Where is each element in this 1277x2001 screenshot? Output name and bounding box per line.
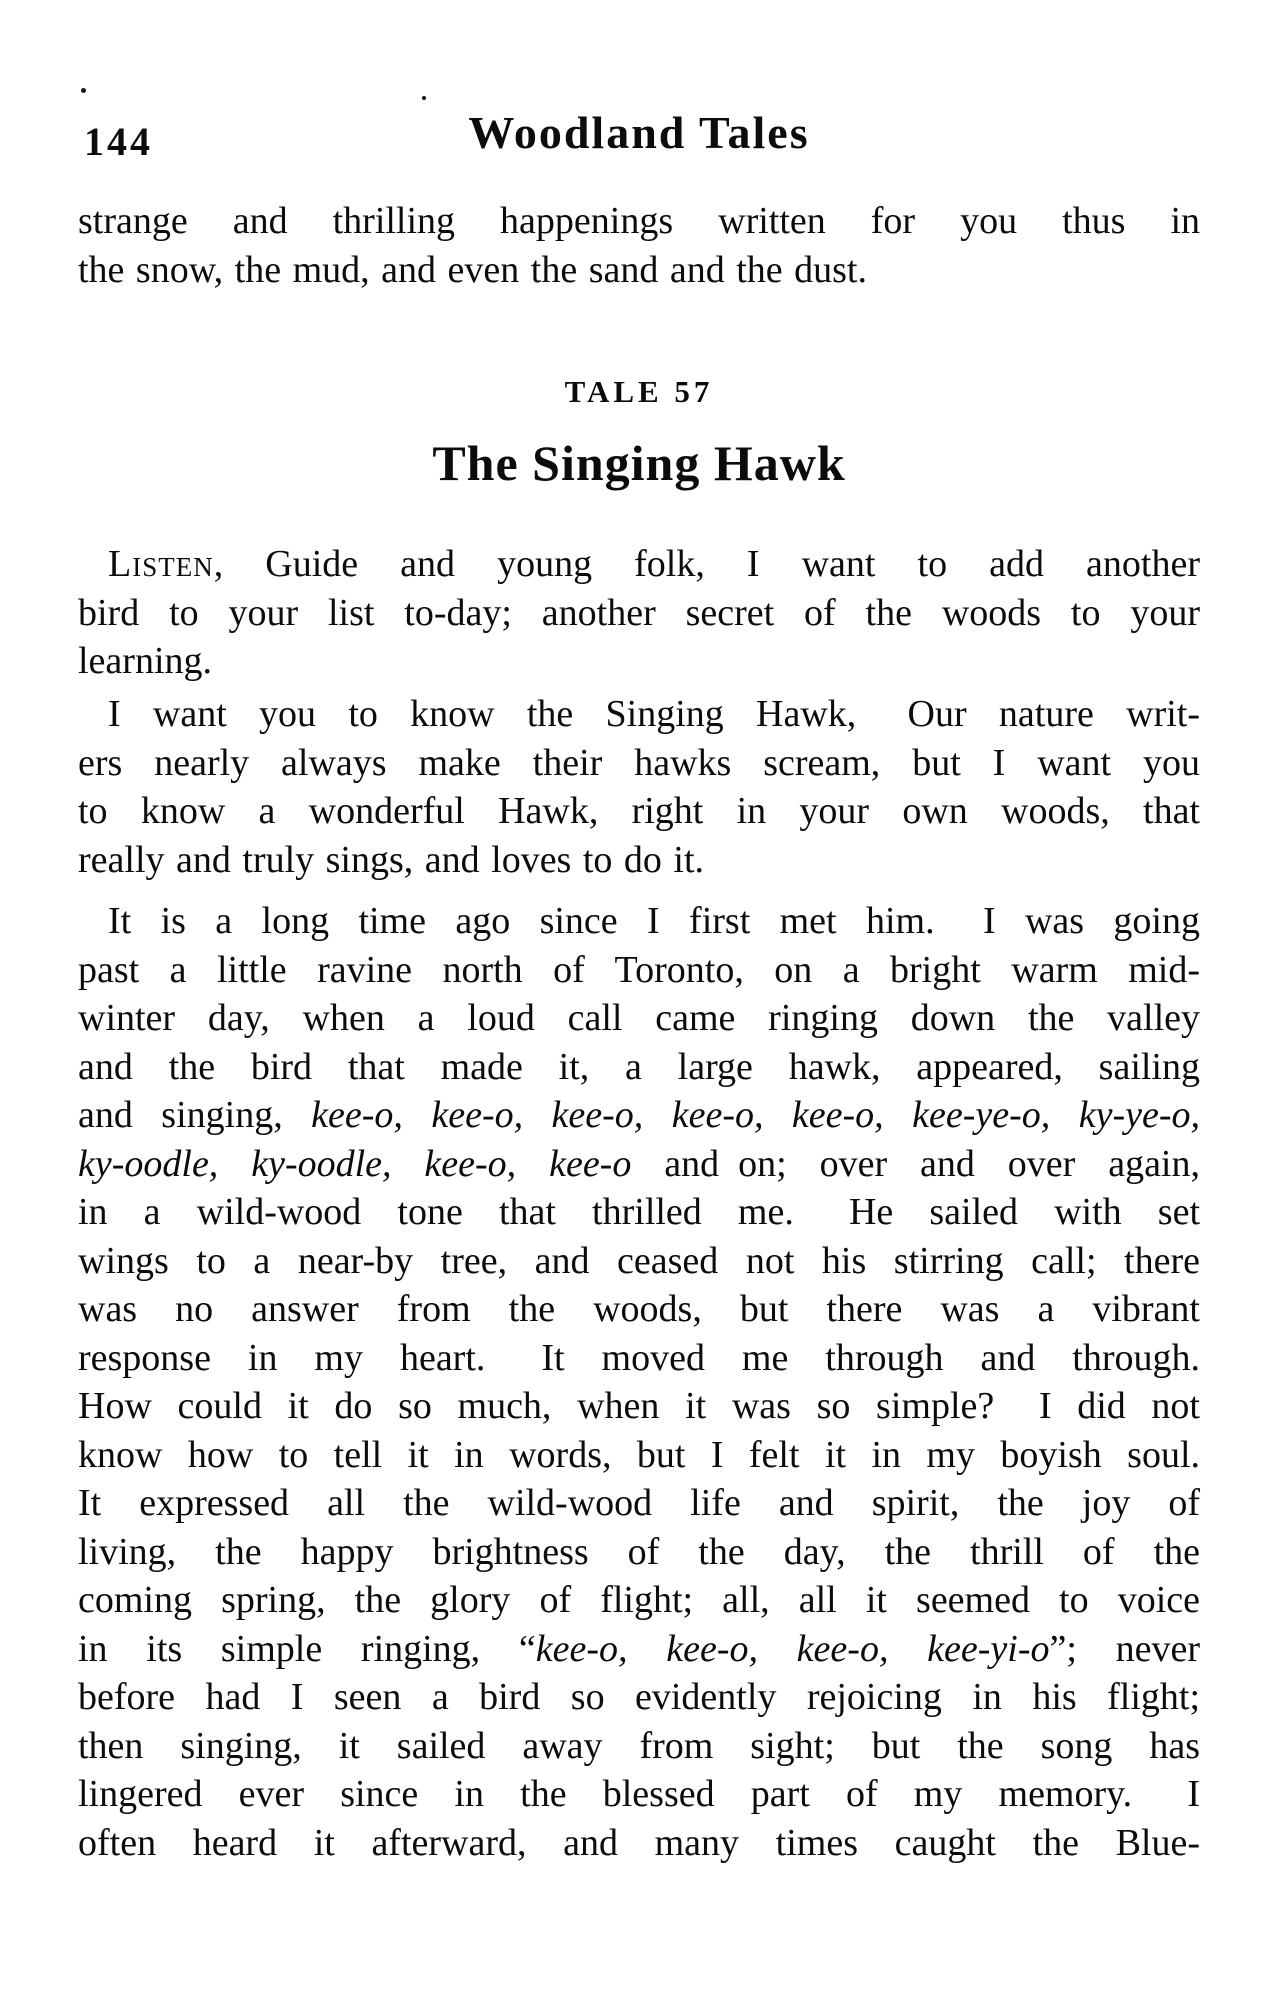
text-line xyxy=(78,994,1200,1043)
text-line xyxy=(78,1528,1200,1577)
text-line xyxy=(78,1431,1200,1480)
text-line xyxy=(78,637,1200,686)
body-text: coming spring, the glory of flight; all, all it seemed to voice xyxy=(78,1579,1200,1621)
text-line xyxy=(78,1043,1200,1092)
text-line xyxy=(78,897,1200,946)
body-text: wings to a near-by tree, and ceased not his stirring call; there xyxy=(78,1239,1200,1282)
text-line xyxy=(78,246,1200,295)
body-text: It expressed all the wild-wood life and spirit, the joy of xyxy=(78,1482,1200,1524)
text-line xyxy=(78,1625,1200,1674)
tale-title-heading: The Singing Hawk xyxy=(432,435,846,491)
paragraph-singing-hawk xyxy=(78,690,1200,884)
text-line xyxy=(78,1479,1200,1528)
body-text: response in my heart. It moved me through and through. xyxy=(78,1336,1200,1379)
italic-bird-call-text: ky-oodle, ky-oodle, kee-o, kee-o xyxy=(78,1142,632,1185)
body-text: and singing, xyxy=(78,1094,312,1136)
text-line xyxy=(78,197,1200,246)
body-text: really and truly sings, and loves to do it. xyxy=(78,838,705,881)
body-text: ”; never xyxy=(1049,1627,1201,1670)
italic-bird-call-text: kee-o, kee-o, kee-o, kee-o, kee-o, kee-ye-o, ky-ye-o, xyxy=(311,1094,1200,1136)
body-text: How could it do so much, when it was so simple? I did not xyxy=(78,1385,1200,1427)
paragraph-listen xyxy=(78,540,1200,686)
text-line xyxy=(78,787,1200,836)
body-text: was no answer from the woods, but there was a vibrant xyxy=(78,1288,1200,1330)
body-text: before had I seen a bird so evidently rejoicing in his flight; xyxy=(78,1676,1200,1718)
text-line xyxy=(78,946,1200,995)
text-line xyxy=(78,1285,1200,1334)
body-text: in its simple ringing, “ xyxy=(78,1627,536,1670)
italic-bird-call-text: kee-o, kee-o, kee-o, kee-yi-o xyxy=(535,1627,1050,1670)
body-text: then singing, it sailed away from sight; but the song has xyxy=(78,1724,1200,1767)
body-text: winter day, when a loud call came ringing down the valley xyxy=(78,997,1200,1039)
body-text: know how to tell it in words, but I felt it in my boyish soul. xyxy=(78,1433,1200,1476)
text-line xyxy=(78,1576,1200,1625)
text-line xyxy=(78,739,1200,788)
tale-number-heading: TALE 57 xyxy=(564,374,714,409)
text-line xyxy=(78,1722,1200,1771)
text-line xyxy=(78,1819,1200,1868)
body-text: and on; over and over again, xyxy=(631,1142,1200,1185)
paragraph-continuation xyxy=(78,197,1200,294)
body-text: , Guide and young folk, I want to add another xyxy=(213,543,1200,585)
body-text: the snow, the mud, and even the sand and the dust. xyxy=(78,248,867,291)
text-line xyxy=(78,540,1200,589)
book-title: Woodland Tales xyxy=(468,107,810,158)
text-line xyxy=(78,1673,1200,1722)
body-text: Listen xyxy=(108,543,214,585)
text-line xyxy=(78,589,1200,638)
text-line xyxy=(78,1382,1200,1431)
body-text: learning. xyxy=(78,640,213,682)
body-text: past a little ravine north of Toronto, on a bright warm mid- xyxy=(78,948,1200,991)
body-text: strange and thrilling happenings written for you thus in xyxy=(78,200,1200,242)
body-text: in a wild-wood tone that thrilled me. He sailed with set xyxy=(78,1191,1200,1233)
text-block xyxy=(78,0,1200,2001)
body-text: I want you to know the Singing Hawk, Our nature writ- xyxy=(108,693,1200,735)
body-text: often heard it afterward, and many times caught the Blue- xyxy=(78,1821,1200,1864)
text-line xyxy=(78,1334,1200,1383)
text-line xyxy=(78,836,1200,885)
text-line xyxy=(78,1140,1200,1189)
text-line xyxy=(78,1237,1200,1286)
paragraph-first-meeting xyxy=(78,897,1200,1867)
body-text: ers nearly always make their hawks scream, but I want you xyxy=(78,741,1200,784)
body-text: It is a long time ago since I first met him. I was going xyxy=(108,900,1200,942)
body-text: and the bird that made it, a large hawk, appeared, sailing xyxy=(78,1045,1200,1088)
text-line xyxy=(78,1188,1200,1237)
body-text: to know a wonderful Hawk, right in your own woods, that xyxy=(78,790,1200,832)
text-line xyxy=(78,1091,1200,1140)
body-text: living, the happy brightness of the day, the thrill of the xyxy=(78,1530,1200,1573)
body-text: bird to your list to-day; another secret of the woods to your xyxy=(78,591,1200,634)
text-line xyxy=(78,1770,1200,1819)
page-number: 144 xyxy=(84,119,153,164)
text-line xyxy=(78,690,1200,739)
body-text: lingered ever since in the blessed part of my memory. I xyxy=(78,1773,1200,1815)
